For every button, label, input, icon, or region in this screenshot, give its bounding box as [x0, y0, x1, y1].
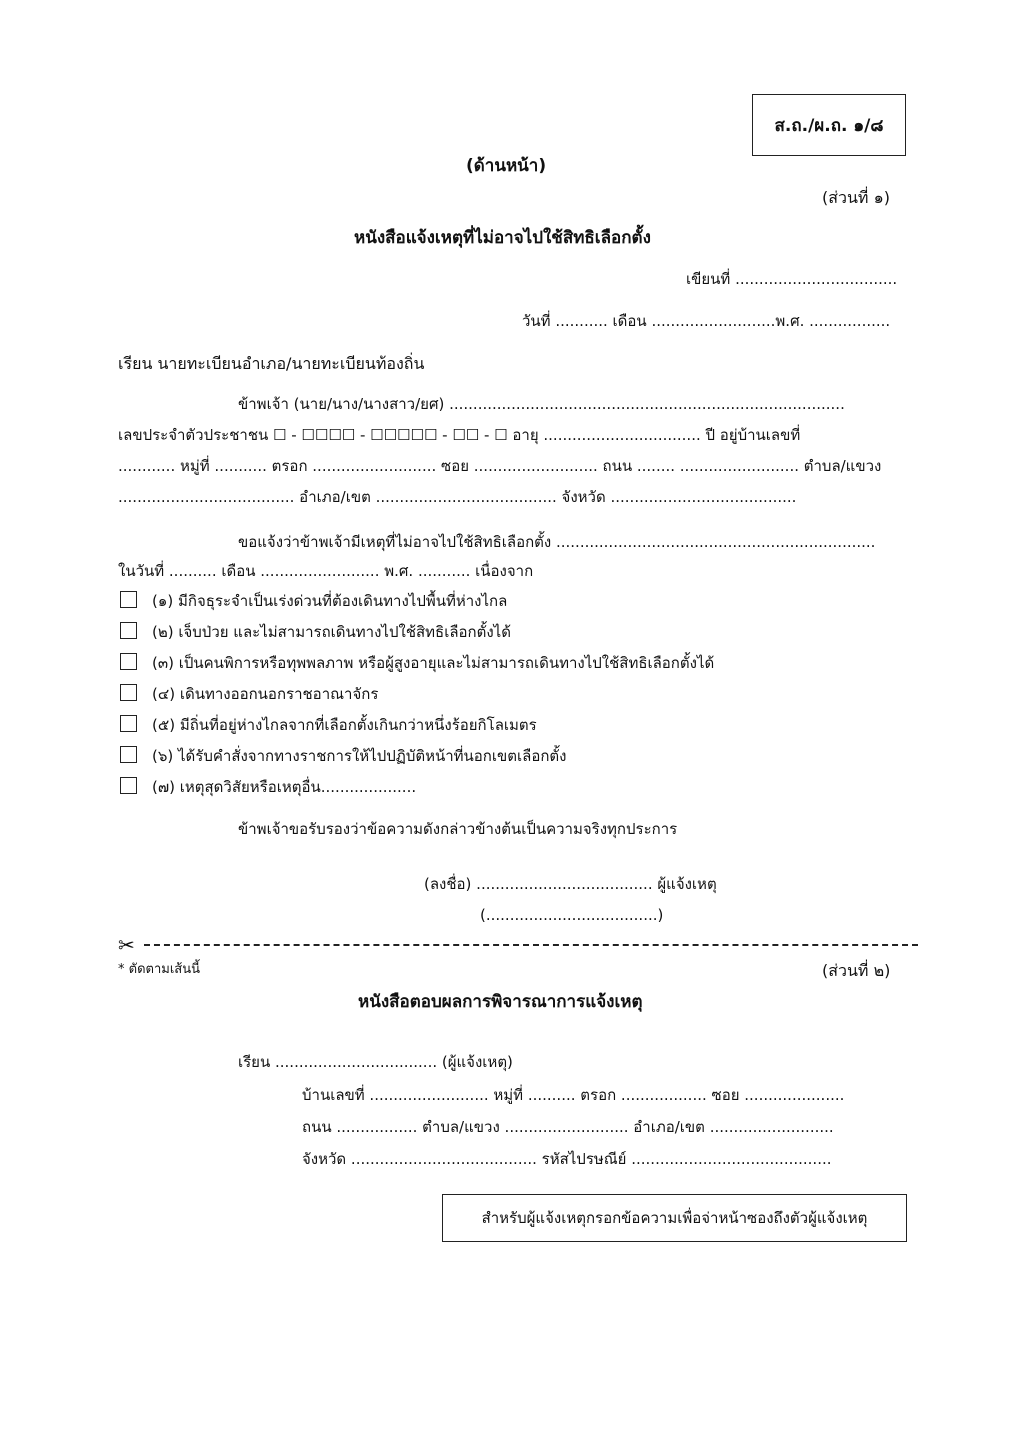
reason-6-checkbox[interactable]	[120, 746, 137, 763]
part1-label: (ส่วนที่ ๑)	[822, 188, 890, 207]
applicant-field[interactable]: ข้าพเจ้า (นาย/นาง/นางสาว/ยศ) ...................................................................................	[238, 395, 845, 413]
part2-label: (ส่วนที่ ๒)	[822, 961, 891, 980]
reason-4-checkbox[interactable]	[120, 684, 137, 701]
date-field[interactable]: วันที่ ........... เดือน ..........................พ.ศ. .................	[522, 312, 891, 330]
dashed-divider	[144, 944, 918, 946]
reply-address-field-1[interactable]: บ้านเลขที่ ......................... หมู่ที่ .......... ตรอก .................. ซอย .....................	[302, 1086, 845, 1104]
reason-date-field[interactable]: ในวันที่ .......... เดือน ......................... พ.ศ. ........... เนื่องจาก	[118, 562, 534, 580]
reason-6-label: (๖) ได้รับคำสั่งจากทางราชการให้ไปปฏิบัติหน้าที่นอกเขตเลือกตั้ง	[152, 747, 567, 765]
reason-2-checkbox[interactable]	[120, 622, 137, 639]
reason-7-label: (๗) เหตุสุดวิสัยหรือเหตุอื่น....................	[152, 778, 417, 796]
reason-1-checkbox[interactable]	[120, 591, 137, 608]
signature-field[interactable]: (ลงชื่อ) ..................................... ผู้แจ้งเหตุ	[424, 875, 717, 893]
part1-title: หนังสือแจ้งเหตุที่ไม่อาจไปใช้สิทธิเลือกตั้ง	[354, 228, 651, 248]
scissors-icon: ✂	[118, 933, 135, 957]
signature-name-field[interactable]: (....................................)	[480, 906, 664, 924]
reason-1-label: (๑) มีกิจธุระจำเป็นเร่งด่วนที่ต้องเดินทางไปพื้นที่ห่างไกล	[152, 592, 508, 610]
cut-note: * ตัดตามเส้นนี้	[118, 962, 200, 977]
part2-title: หนังสือตอบผลการพิจารณาการแจ้งเหตุ	[358, 992, 643, 1012]
notify-field[interactable]: ขอแจ้งว่าข้าพเจ้ามีเหตุที่ไม่อาจไปใช้สิทธิเลือกตั้ง ...................................................................	[238, 533, 876, 551]
reply-to-field[interactable]: เรียน .................................. (ผู้แจ้งเหตุ)	[238, 1053, 513, 1071]
reply-address-field-2[interactable]: ถนน ................. ตำบล/แขวง .......................... อำเภอ/เขต ..........................	[302, 1118, 834, 1136]
reason-5-label: (๕) มีถิ่นที่อยู่ห่างไกลจากที่เลือกตั้งเกินกว่าหนึ่งร้อยกิโลเมตร	[152, 716, 537, 734]
reason-3-checkbox[interactable]	[120, 653, 137, 670]
reply-address-field-3[interactable]: จังหวัด ....................................... รหัสไปรษณีย์ ..........................................	[302, 1150, 832, 1168]
side-label: (ด้านหน้า)	[466, 156, 547, 176]
instruction-box	[442, 1194, 907, 1242]
address-field-1[interactable]: ............ หมู่ที่ ........... ตรอก .......................... ซอย .......................... ถนน ........ ......................... ตำบล/แขวง	[118, 457, 882, 475]
reason-4-label: (๔) เดินทางออกนอกราชอาณาจักร	[152, 685, 379, 703]
cut-line	[118, 935, 918, 955]
address-field-2[interactable]: ..................................... อำเภอ/เขต ...................................... จังหวัด .......................................	[118, 488, 797, 506]
reason-2-label: (๒) เจ็บป่วย และไม่สามารถเดินทางไปใช้สิทธิเลือกตั้งได้	[152, 623, 511, 641]
reason-7-checkbox[interactable]	[120, 777, 137, 794]
reason-5-checkbox[interactable]	[120, 715, 137, 732]
form-code: ส.ถ./ผ.ถ. ๑/๘	[774, 115, 884, 136]
reason-3-label: (๓) เป็นคนพิการหรือทุพพลภาพ หรือผู้สูงอายุและไม่สามารถเดินทางไปใช้สิทธิเลือกตั้งได้	[152, 654, 715, 672]
written-at-field[interactable]: เขียนที่ ..................................	[686, 270, 898, 288]
form-code-box	[752, 94, 906, 156]
id-number-field[interactable]: เลขประจำตัวประชาชน ☐ - ☐☐☐☐ - ☐☐☐☐☐ - ☐☐ - ☐ อายุ ................................. ปี อยู่บ้านเลขที่	[118, 426, 801, 444]
instruction-text: สำหรับผู้แจ้งเหตุกรอกข้อความเพื่อจ่าหน้าซองถึงตัวผู้แจ้งเหตุ	[481, 1209, 868, 1227]
certify-text: ข้าพเจ้าขอรับรองว่าข้อความดังกล่าวข้างต้นเป็นความจริงทุกประการ	[238, 820, 678, 838]
addressee: เรียน นายทะเบียนอำเภอ/นายทะเบียนท้องถิ่น	[118, 354, 425, 373]
